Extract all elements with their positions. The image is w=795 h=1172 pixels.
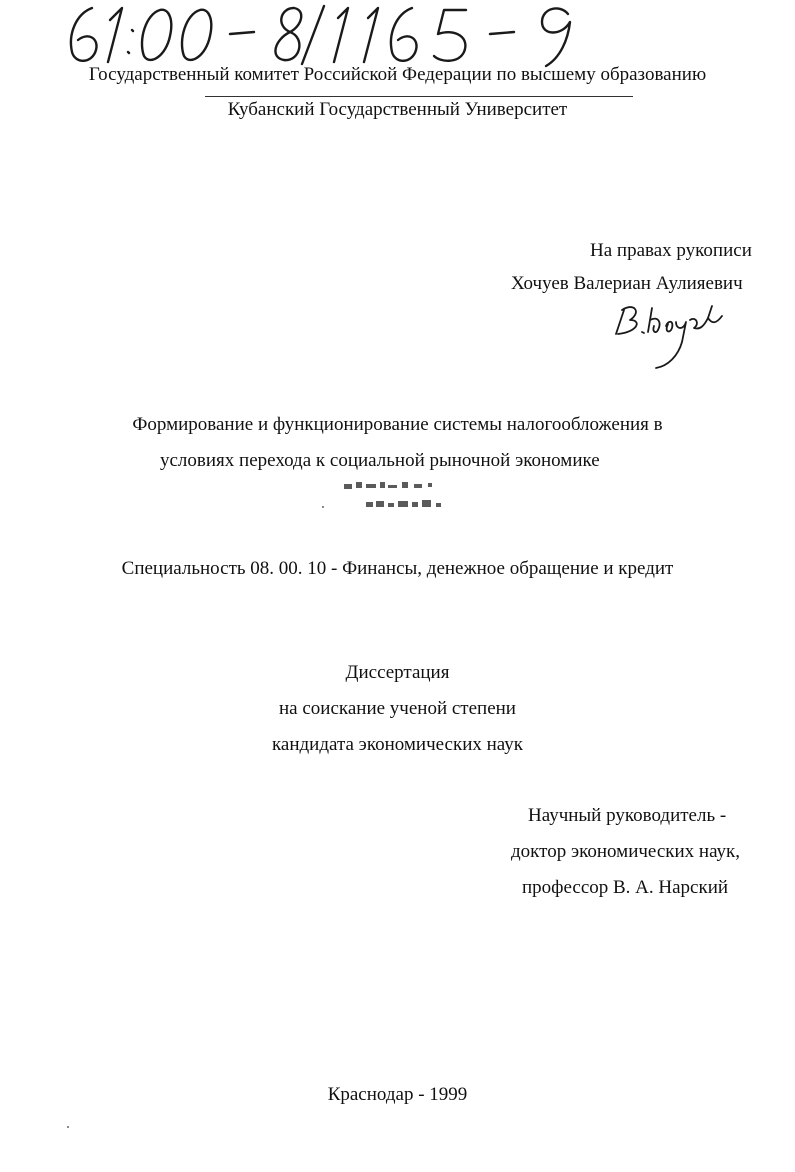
degree-line-1: Диссертация [345, 662, 450, 683]
scan-speck [322, 506, 324, 508]
handwritten-archive-code [62, 0, 602, 72]
header-divider [205, 96, 633, 97]
degree-line-3: кандидата экономических наук [271, 734, 524, 755]
dissertation-title-line-2: условиях перехода к социальной рыночной экономике [160, 450, 600, 471]
city-year: Краснодар - 1999 [327, 1084, 468, 1105]
author-name: Хочуев Валериан Аулияевич [511, 273, 743, 294]
university-name: Кубанский Государственный Университет [227, 99, 568, 120]
library-stamp [328, 470, 468, 518]
rights-note: На правах рукописи [590, 240, 752, 261]
scan-speck [67, 1126, 69, 1128]
committee-heading: Государственный комитет Российской Федерации по высшему образованию [88, 64, 707, 85]
specialty: Специальность 08. 00. 10 - Финансы, денежное обращение и кредит [121, 558, 674, 579]
supervisor-degree: доктор экономических наук, [511, 841, 741, 862]
supervisor-name: профессор В. А. Нарский [522, 877, 729, 898]
author-signature [612, 296, 724, 372]
dissertation-title-line-1: Формирование и функционирование системы налогообложения в [132, 414, 663, 435]
supervisor-role: Научный руководитель - [528, 805, 727, 826]
degree-line-2: на соискание ученой степени [279, 698, 516, 719]
